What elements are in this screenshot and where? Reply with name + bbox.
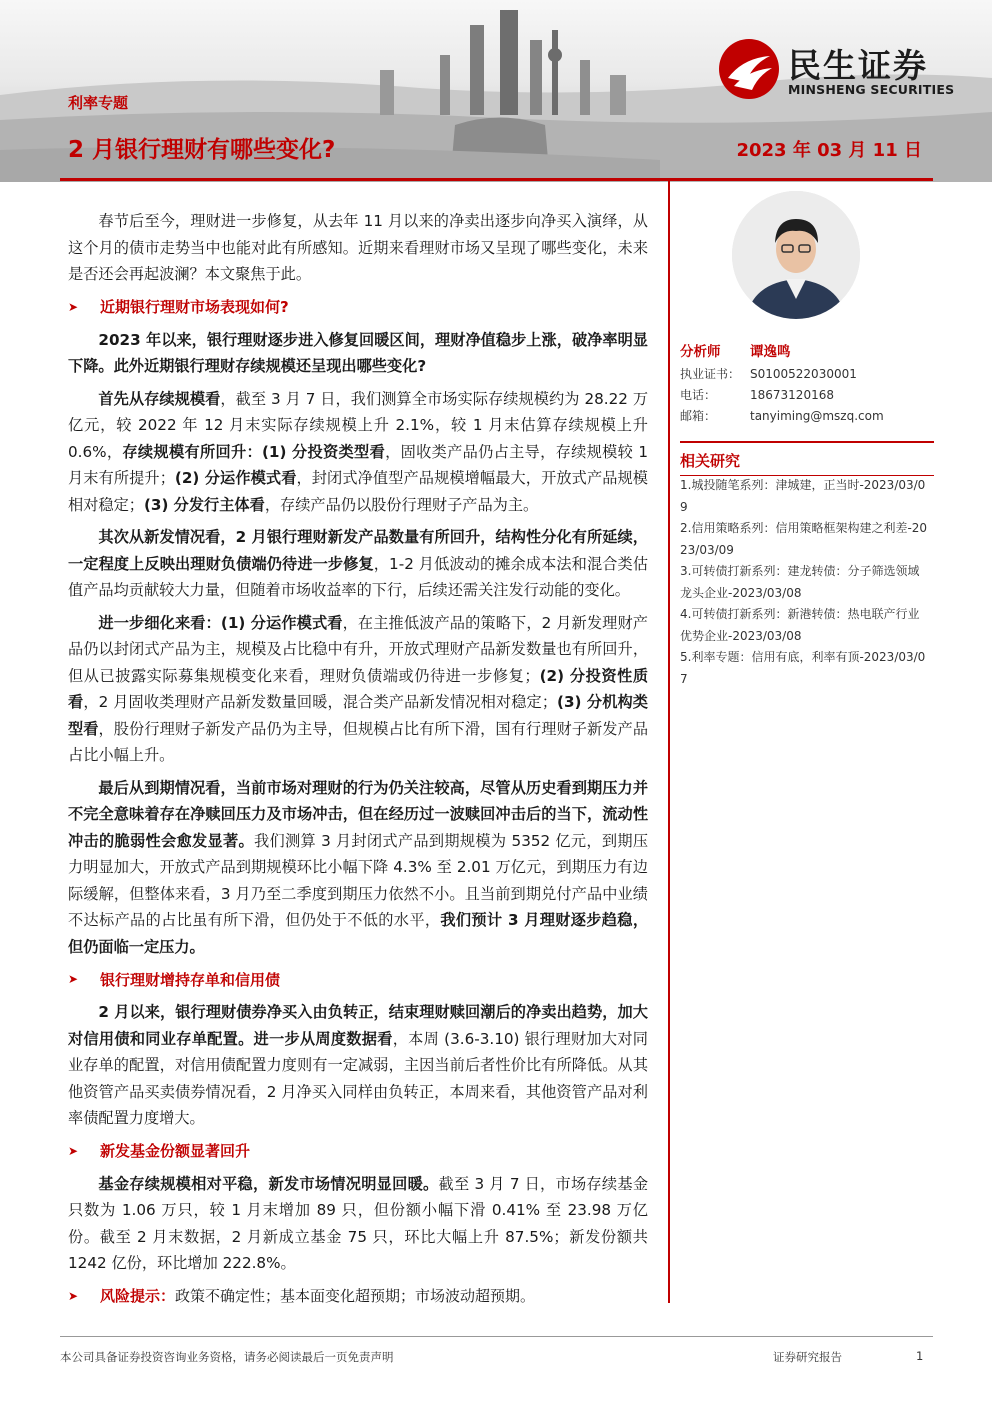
section-heading-3: ➤ 新发基金份额显著回升 bbox=[68, 1142, 251, 1160]
chevron-right-icon: ➤ bbox=[68, 1288, 79, 1303]
phone-row: 电话： 18673120168 bbox=[680, 388, 834, 402]
section-heading-1: ➤ 近期银行理财市场表现如何? bbox=[68, 298, 289, 316]
risk-notice bbox=[68, 1283, 648, 1309]
logo-chinese-name: 民生证券 bbox=[788, 46, 928, 85]
column-divider bbox=[668, 181, 670, 1303]
paragraph-fund: 基金存续规模相对平稳，新发市场情况明显回暖。截至 3 月 7 日，市场存续基金只数为 1.06 万只，较 1 月末增加 89 只，但份额小幅下滑 0.41% 至 23.98 万亿份。截至 2 月末数据，2 月新成立基金 75 只，环比大幅上升 87.5%；新发份额共 1242 亿份，环比增加 222.8%。 bbox=[68, 1174, 649, 1272]
related-item[interactable]: 1.城投随笔系列：津城建，正当时-2023/03/09 bbox=[680, 478, 926, 514]
risk-text: 政策不确定性；基本面变化超预期；市场波动超预期。 bbox=[175, 1287, 536, 1305]
header-banner bbox=[0, 0, 992, 182]
footer-report-type: 证券研究报告 bbox=[773, 1350, 842, 1364]
logo-english-name: MINSHENG SECURITIES bbox=[788, 82, 955, 97]
report-category: 利率专题 bbox=[68, 94, 129, 112]
related-research-title: 相关研究 bbox=[680, 452, 741, 470]
analyst-info bbox=[680, 340, 934, 427]
paragraph-maturity: 最后从到期情况看，当前市场对理财的行为仍关注较高，尽管从历史看到期压力并不完全意味着存在净赎回压力及市场冲击，但在经历过一波赎回冲击后的当下，流动性冲击的脆弱性会愈发显著。我们测算 3 月封闭式产品到期规模为 5352 亿元，到期压力明显加大，开放式产品到期规模环比小幅下降 4.3% 至 2.01 万亿元，到期压力有边际缓解，但整体来看，3 月乃至二季度到期压力依然不小。且当前到期兑付产品中业绩不达标产品的占比虽有所下滑，但仍处于不低的水平，我们预计 3 月理财逐步趋稳，但仍面临一定压力。 bbox=[68, 778, 649, 956]
related-research-list bbox=[680, 475, 930, 690]
related-item[interactable]: 3.可转债打新系列：建龙转债：分子筛选领域龙头企业-2023/03/08 bbox=[680, 564, 920, 600]
report-date: 2023 年 03 月 11 日 bbox=[736, 140, 922, 161]
chevron-right-icon: ➤ bbox=[68, 299, 79, 314]
page-number: 1 bbox=[916, 1349, 924, 1363]
footer-disclaimer: 本公司具备证券投资咨询业务资格，请务必阅读最后一页免责声明 bbox=[60, 1350, 394, 1364]
related-item[interactable]: 4.可转债打新系列：新港转债：热电联产行业优势企业-2023/03/08 bbox=[680, 607, 920, 643]
paragraph-new-issuance: 其次从新发情况看，2 月银行理财新发产品数量有所回升，结构性分化有所延续，一定程度上反映出理财负债端仍待进一步修复，1-2 月低波动的摊余成本法和混合类估值产品均贡献较大力量，但随着市场收益率的下行，后续还需关注发行动能的变化。 bbox=[68, 528, 649, 599]
intro-paragraph: 春节后至今，理财进一步修复，从去年 11 月以来的净卖出逐步向净买入演绎，从这个月的债市走势当中也能对此有所感知。近期来看理财市场又呈现了哪些变化，未来是否还会再起波澜？本文聚焦于此。 bbox=[68, 212, 648, 283]
cert-row: 执业证书： S0100522030001 bbox=[680, 367, 857, 381]
chevron-right-icon: ➤ bbox=[68, 1143, 79, 1158]
paragraph-stock-scale: 首先从存续规模看，截至 3 月 7 日，我们测算全市场实际存续规模约为 28.22 万亿元，较 2022 年 12 月末实际存续规模上升 2.1%，较 1 月末估算存续规模上升 0.6%，存续规模有所回升：(1) 分投资类型看，固收类产品仍占主导，存续规模较 1 月末有所提升；(2) 分运作模式看，封闭式净值型产品规模增幅最大，开放式产品规模相对稳定；(3) 分发行主体看，存续产品仍以股份行理财子产品为主。 bbox=[68, 389, 649, 514]
sidebar-divider bbox=[680, 441, 934, 443]
analyst-photo bbox=[732, 191, 860, 319]
person-icon bbox=[732, 191, 860, 319]
analyst-row: 分析师 谭逸鸣 bbox=[680, 340, 934, 364]
header-divider bbox=[60, 178, 933, 181]
main-content bbox=[68, 208, 648, 1316]
analyst-name: 谭逸鸣 bbox=[750, 344, 791, 360]
section-heading-2: ➤ 银行理财增持存单和信用债 bbox=[68, 970, 281, 989]
chevron-right-icon: ➤ bbox=[68, 972, 79, 986]
company-logo bbox=[718, 36, 963, 106]
paragraph-bond-allocation: 2 月以来，银行理财债券净买入由负转正，结束理财赎回潮后的净卖出趋势，加大对信用债和同业存单配置。进一步从周度数据看，本周 (3.6-3.10) 银行理财加大对同业存单的配置，对信用债配置力度则有一定减弱，主因当前后者性价比有所降低。从其他资管产品买卖债券情况看，2 月净买入同样由负转正，本周来看，其他资管产品对利率债配置力度增大。 bbox=[68, 1003, 648, 1127]
paragraph-detail: 进一步细化来看：(1) 分运作模式看，在主推低波产品的策略下，2 月新发理财产品仍以封闭式产品为主，规模及占比稳中有升，开放式理财产品新发数量也有所回升，但从已披露实际募集规模变化来看，理财负债端或仍待进一步修复；(2) 分投资性质看，2 月固收类理财产品新发数量回暖，混合类产品新发情况相对稳定；(3) 分机构类型看，股份行理财子新发产品仍为主导，但规模占比有所下滑，国有行理财子新发产品占比小幅上升。 bbox=[68, 613, 649, 764]
logo-mark-icon bbox=[718, 38, 780, 100]
report-title: 2 月银行理财有哪些变化? bbox=[68, 137, 336, 163]
email-link[interactable]: tanyiming@mszq.com bbox=[750, 409, 884, 423]
related-item[interactable]: 5.利率专题：信用有底，利率有顶-2023/03/07 bbox=[680, 650, 926, 686]
email-row: 邮箱： tanyiming@mszq.com bbox=[680, 406, 934, 427]
footer-divider bbox=[60, 1336, 933, 1337]
related-item[interactable]: 2.信用策略系列：信用策略框架构建之利差-2023/03/09 bbox=[680, 521, 928, 557]
risk-label: 风险提示： bbox=[100, 1287, 176, 1305]
paragraph-summary: 2023 年以来，银行理财逐步进入修复回暖区间，理财净值稳步上涨，破净率明显下降。此外近期银行理财存续规模还呈现出哪些变化? bbox=[68, 330, 648, 375]
